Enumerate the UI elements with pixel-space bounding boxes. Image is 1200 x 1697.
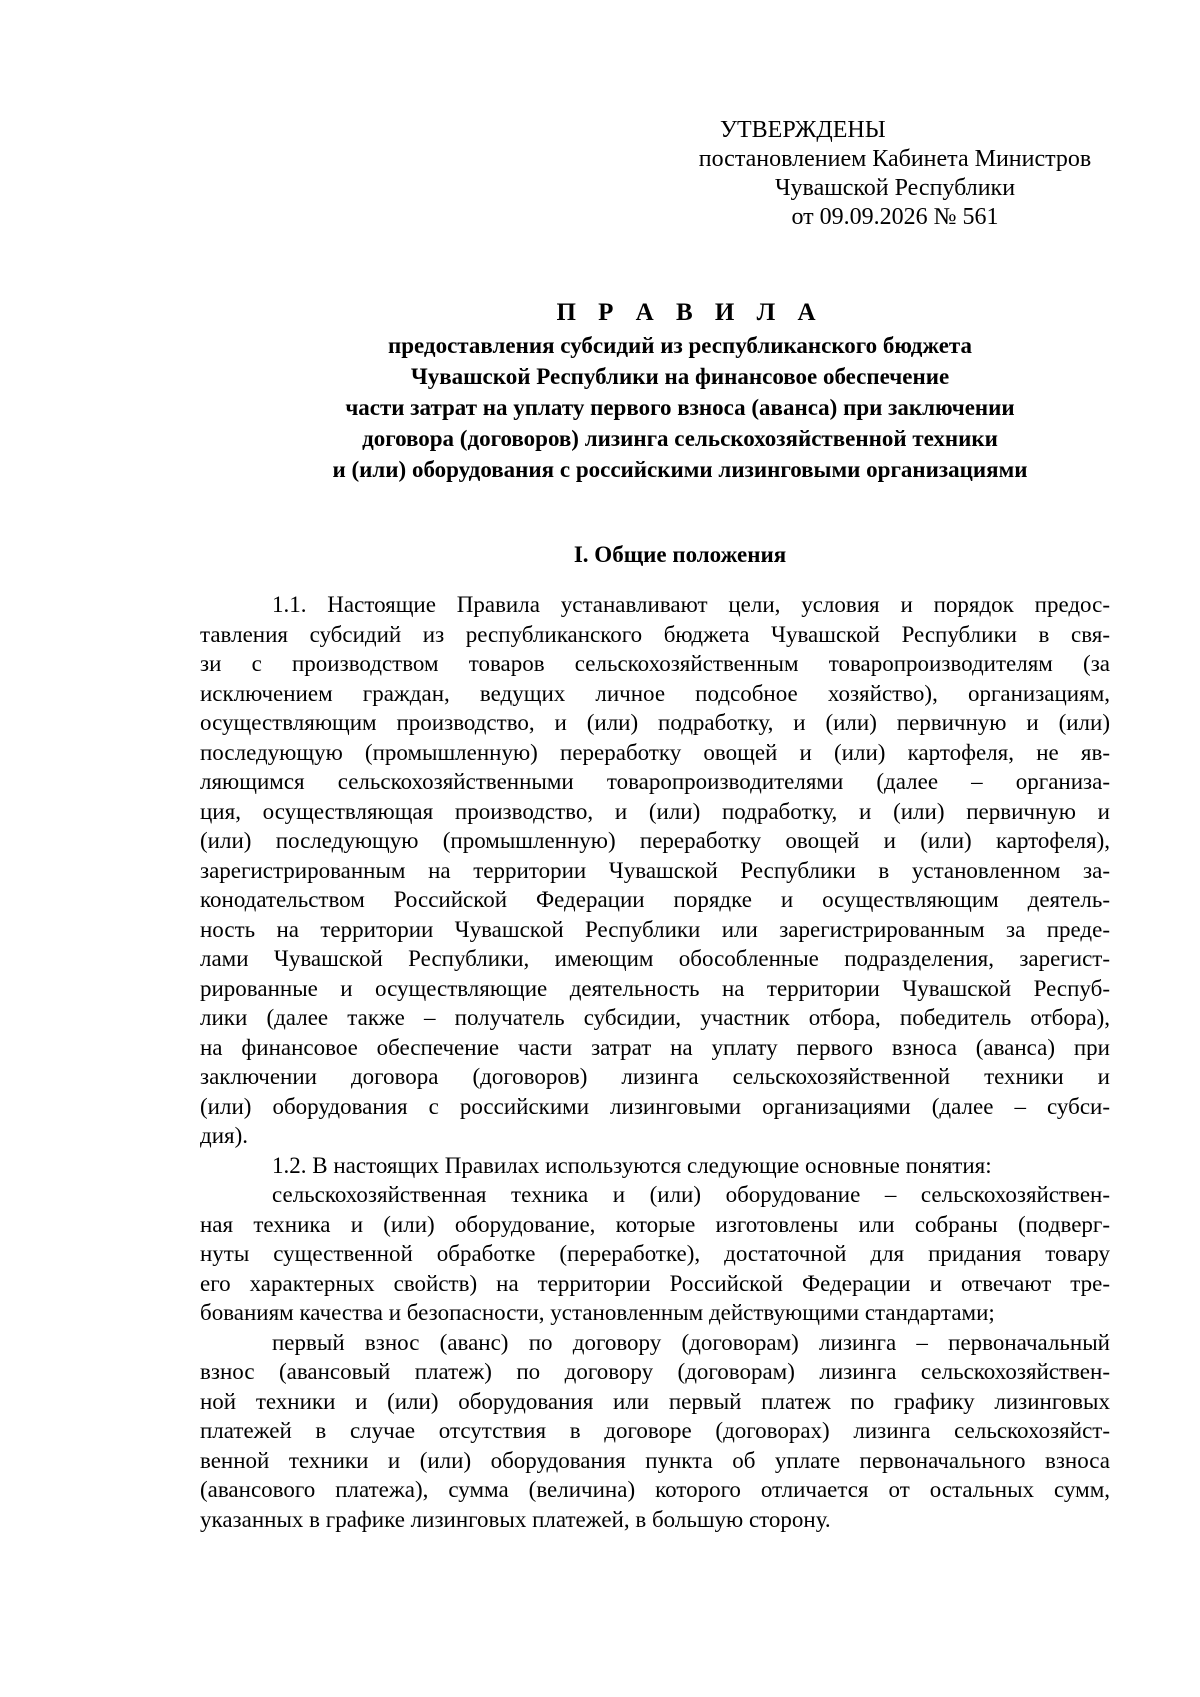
paragraph-line: ная техника и (или) оборудование, которые изготовлены или собраны (подверг- — [200, 1211, 1110, 1237]
paragraph-line: исключением граждан, ведущих личное подсобное хозяйство), организациям, — [200, 680, 1110, 706]
paragraph-line: его характерных свойств) на территории Российской Федерации и отвечают тре- — [200, 1270, 1110, 1296]
title-line: части затрат на уплату первого взноса (аванса) при заключении — [345, 395, 1015, 420]
section-heading: I. Общие положения — [573, 542, 787, 567]
paragraph-line: венной техники и (или) оборудования пункта об уплате первоначального взноса — [200, 1447, 1110, 1473]
paragraph — [200, 1151, 1110, 1181]
paragraph-line: бованиям качества и безопасности, установленным действующими стандартами; — [200, 1300, 995, 1325]
paragraph — [200, 1328, 1110, 1535]
paragraph — [200, 590, 1110, 1151]
paragraph-line: рированные и осуществляющие деятельность на территории Чувашской Респуб- — [200, 975, 1110, 1001]
paragraph-line: ность на территории Чувашской Республики или зарегистрированным за преде- — [200, 916, 1110, 942]
paragraph-line: нуты существенной обработке (переработке), достаточной для придания товару — [200, 1241, 1110, 1266]
paragraph-line: 1.2. В настоящих Правилах используются следующие основные понятия: — [272, 1152, 992, 1178]
paragraph-line: дия). — [200, 1123, 248, 1148]
paragraph-line: взнос (авансовый платеж) по договору (договорам) лизинга сельскохозяйствен- — [200, 1359, 1110, 1384]
approval-line-1: постановлением Кабинета Министров — [698, 146, 1092, 172]
paragraph-line: указанных в графике лизинговых платежей, в большую сторону. — [200, 1506, 831, 1532]
paragraph-line: (или) оборудования с российскими лизинговыми организациями (далее – субси- — [200, 1093, 1110, 1119]
title-line: Чувашской Республики на финансовое обеспечение — [410, 364, 950, 389]
paragraph-line: (авансового платежа), сумма (величина) которого отличается от остальных сумм, — [200, 1477, 1110, 1502]
paragraph-line: последующую (промышленную) переработку овощей и (или) картофеля, не яв- — [200, 739, 1110, 765]
paragraph-line: заключении договора (договоров) лизинга сельскохозяйственной техники и — [200, 1064, 1110, 1089]
paragraph-line: тавления субсидий из республиканского бюджета Чувашской Республики в свя- — [200, 621, 1110, 647]
paragraph-line: на финансовое обеспечение части затрат на уплату первого взноса (аванса) при — [200, 1034, 1110, 1060]
paragraph — [200, 1180, 1110, 1328]
paragraph-line: конодательством Российской Федерации порядке и осуществляющим деятель- — [200, 887, 1110, 912]
paragraph-line: ляющимся сельскохозяйственными товаропроизводителями (далее – организа- — [200, 769, 1110, 794]
paragraph-line: ной техники и (или) оборудования или первый платеж по графику лизинговых — [200, 1388, 1110, 1414]
paragraph-line: ция, осуществляющая производство, и (или) подработку, и (или) первичную и — [200, 798, 1110, 824]
paragraph-line: платежей в случае отсутствия в договоре (договорах) лизинга сельскохозяйст- — [200, 1418, 1110, 1443]
paragraph-line: лики (далее также – получатель субсидии, участник отбора, победитель отбора), — [200, 1005, 1110, 1030]
paragraph-line: (или) последующую (промышленную) переработку овощей и (или) картофеля), — [200, 828, 1110, 853]
paragraph-line: осуществляющим производство, и (или) подработку, и (или) первичную и (или) — [200, 710, 1110, 735]
title-line: предоставления субсидий из республиканского бюджета — [387, 333, 972, 358]
title-line: и (или) оборудования с российскими лизинговыми организациями — [332, 457, 1028, 482]
approval-line-2: Чувашской Республики — [774, 175, 1016, 201]
paragraph-line: 1.1. Настоящие Правила устанавливают цели, условия и порядок предос- — [272, 592, 1110, 617]
paragraph-line: сельскохозяйственная техника и (или) оборудование – сельскохозяйствен- — [272, 1182, 1110, 1207]
paragraph-line: зарегистрированным на территории Чувашской Республики в установленном за- — [200, 857, 1110, 883]
approval-line-3: от 09.09.2026 № 561 — [791, 204, 999, 230]
paragraph-line: зи с производством товаров сельскохозяйственным товаропроизводителям (за — [200, 651, 1110, 676]
approval-stamp — [680, 116, 1110, 232]
paragraph-line: лами Чувашской Республики, имеющим обособленные подразделения, зарегист- — [200, 946, 1110, 971]
body-text — [200, 590, 1110, 1534]
title-line: договора (договоров) лизинга сельскохозяйственной техники — [362, 426, 998, 451]
title-main: П Р А В И Л А — [556, 299, 824, 326]
paragraph-line: первый взнос (аванс) по договору (договорам) лизинга – первоначальный — [272, 1329, 1110, 1355]
document-title — [150, 296, 1200, 485]
approval-heading: УТВЕРЖДЕНЫ — [720, 117, 886, 143]
